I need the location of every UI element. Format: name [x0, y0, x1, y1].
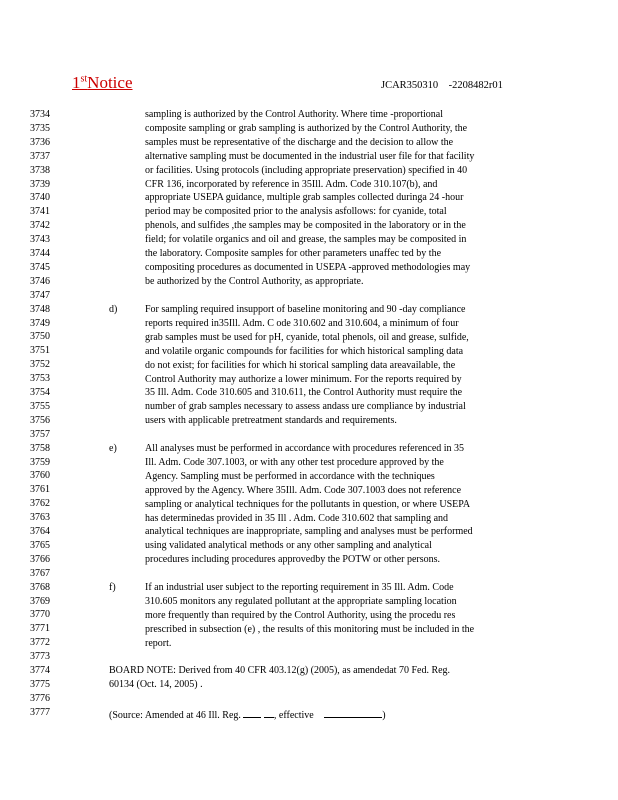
paragraph-line: approved by the Agency. Where 35Ill. Adm. Code 307.1003 does not reference [145, 484, 462, 496]
paragraph-line: If an industrial user subject to the reporting requirement in 35 Ill. Adm. Code [145, 582, 454, 593]
line-number: 3744 [30, 248, 50, 259]
source-note [109, 708, 386, 722]
line-number: 3742 [30, 220, 50, 232]
paragraph-d-label: d) [109, 304, 118, 315]
line-number: 3749 [30, 317, 50, 329]
paragraph-line: do not exist; for facilities for which hi storical sampling data areavailable, the [145, 359, 456, 371]
paragraph-line: compositing procedures as documented in USEPA -approved methodologies may [145, 261, 471, 273]
line-number: 3773 [30, 651, 50, 663]
paragraph-line: procedures including procedures approvedby the POTW or other persons. [145, 554, 441, 566]
paragraph-line: or facilities. Using protocols (including appropriate preservation) specified in 40 [145, 164, 468, 176]
line-number: 3759 [30, 456, 50, 468]
line-number: 3747 [30, 289, 50, 301]
line-number: 3766 [30, 553, 50, 565]
line-number: 3764 [30, 526, 50, 537]
line-number: 3741 [30, 206, 50, 218]
paragraph-line: analytical techniques are inappropriate, sampling and analyses must be performed [145, 526, 473, 538]
source-close: ) [382, 710, 386, 721]
board-note-line: 60134 (Oct. 14, 2005) . [109, 678, 203, 690]
paragraph-line: the laboratory. Composite samples for other parameters unaffec ted by the [145, 248, 442, 259]
line-number: 3748 [30, 303, 50, 315]
line-number: 3777 [30, 706, 50, 718]
line-number: 3740 [30, 192, 50, 204]
line-number: 3751 [30, 345, 50, 357]
line-number: 3761 [30, 484, 50, 496]
line-number: 3739 [30, 178, 50, 190]
paragraph-line: be authorized by the Control Authority, as appropriate. [145, 275, 364, 287]
paragraph-line: reports required in35Ill. Adm. C ode 310.602 and 310.604, a minimum of four [145, 317, 459, 329]
paragraph-e-label: e) [109, 443, 117, 454]
line-number: 3776 [30, 692, 50, 704]
line-number: 3763 [30, 512, 50, 524]
line-number: 3734 [30, 109, 50, 120]
paragraph-line: has determinedas provided in 35 Ill . Adm. Code 310.602 that sampling and [145, 512, 449, 524]
document-code: JCAR350310 -2208482r01 [381, 80, 503, 91]
notice-superscript: st [80, 73, 88, 85]
paragraph-line: users with applicable pretreatment standards and requirements. [145, 415, 397, 427]
paragraph-line: appropriate USEPA guidance, multiple grab samples collected duringa 24 -hour [145, 192, 464, 204]
line-number: 3738 [30, 164, 50, 176]
paragraph-line: more frequently than required by the Control Authority, using the procedu res [145, 609, 456, 621]
line-number: 3765 [30, 539, 50, 551]
line-number: 3746 [30, 275, 50, 287]
paragraph-line: sampling is authorized by the Control Authority. Where time -proportional [145, 109, 443, 120]
paragraph-line: period may be composited prior to the analysis asfollows: for cyanide, total [145, 206, 447, 218]
paragraph-line: CFR 136, incorporated by reference in 35Ill. Adm. Code 310.107(b), and [145, 178, 438, 190]
paragraph-line: Agency. Sampling must be performed in accordance with the techniques [145, 470, 435, 482]
line-number: 3769 [30, 595, 50, 607]
line-number: 3736 [30, 136, 50, 148]
line-number: 3737 [30, 150, 50, 162]
line-number: 3750 [30, 331, 50, 343]
paragraph-line: For sampling required insupport of baseline monitoring and 90 -day compliance [145, 304, 466, 315]
source-blank-register [243, 708, 261, 718]
paragraph-line: Ill. Adm. Code 307.1003, or with any other test procedure approved by the [145, 456, 444, 468]
paragraph-line: Control Authority may authorize a lower minimum. For the reports required by [145, 373, 462, 385]
line-number: 3755 [30, 400, 50, 412]
line-number: 3767 [30, 567, 50, 579]
line-number: 3756 [30, 414, 50, 426]
line-number: 3772 [30, 637, 50, 649]
line-number: 3774 [30, 665, 50, 676]
line-number: 3771 [30, 623, 50, 635]
line-number: 3770 [30, 609, 50, 621]
paragraph-line: prescribed in subsection (e) , the results of this monitoring must be included in the [145, 623, 475, 635]
paragraph-line: phenols, and sulfides ,the samples may be composited in the laboratory or in the [145, 220, 466, 232]
source-blank-page [264, 708, 274, 718]
source-blank-date [324, 708, 382, 718]
source-effective: , effective [273, 710, 314, 721]
line-number: 3745 [30, 261, 50, 273]
paragraph-line: samples must be representative of the discharge and the decision to allow the [145, 136, 454, 148]
paragraph-line: using validated analytical methods or any other sampling and analytical [145, 540, 432, 552]
paragraph-line: report. [145, 637, 172, 649]
notice-label: Notice [87, 73, 133, 92]
line-number: 3762 [30, 498, 50, 510]
paragraph-line: grab samples must be used for pH, cyanide, total phenols, oil and grease, sulfide, [145, 331, 469, 343]
paragraph-line: number of grab samples necessary to assess andass ure compliance by industrial [145, 401, 466, 413]
paragraph-line: All analyses must be performed in accordance with procedures referenced in 35 [145, 443, 465, 454]
line-number: 3768 [30, 581, 50, 593]
paragraph-f-label: f) [109, 582, 116, 593]
paragraph-line: sampling or analytical techniques for the pollutants in question, or where USEPA [145, 498, 471, 510]
line-number: 3735 [30, 122, 50, 134]
line-number: 3754 [30, 387, 50, 398]
source-lead: (Source: Amended at 46 Ill. Reg. [109, 710, 241, 721]
paragraph-line: composite sampling or grab sampling is authorized by the Control Authority, the [145, 122, 468, 134]
paragraph-line: 310.605 monitors any regulated pollutant at the appropriate sampling location [145, 595, 457, 607]
paragraph-line: 35 Ill. Adm. Code 310.605 and 310.611, the Control Authority must require the [145, 387, 463, 399]
notice-heading [72, 73, 147, 93]
line-number: 3752 [30, 359, 50, 371]
paragraph-line: alternative sampling must be documented in the industrial user file for that facility [145, 150, 475, 162]
paragraph-line: and volatile organic compounds for facilities for which historical sampling data [145, 345, 464, 357]
line-number: 3743 [30, 234, 50, 246]
board-note-line: BOARD NOTE: Derived from 40 CFR 403.12(g) (2005), as amendedat 70 Fed. Reg. [109, 665, 451, 676]
notice-number: 1 [72, 73, 81, 92]
paragraph-line: field; for volatile organics and oil and grease, the samples may be composited in [145, 234, 467, 246]
line-number: 3775 [30, 678, 50, 690]
line-number: 3753 [30, 373, 50, 385]
line-number: 3758 [30, 442, 50, 454]
line-number: 3757 [30, 428, 50, 440]
line-number: 3760 [30, 470, 50, 482]
